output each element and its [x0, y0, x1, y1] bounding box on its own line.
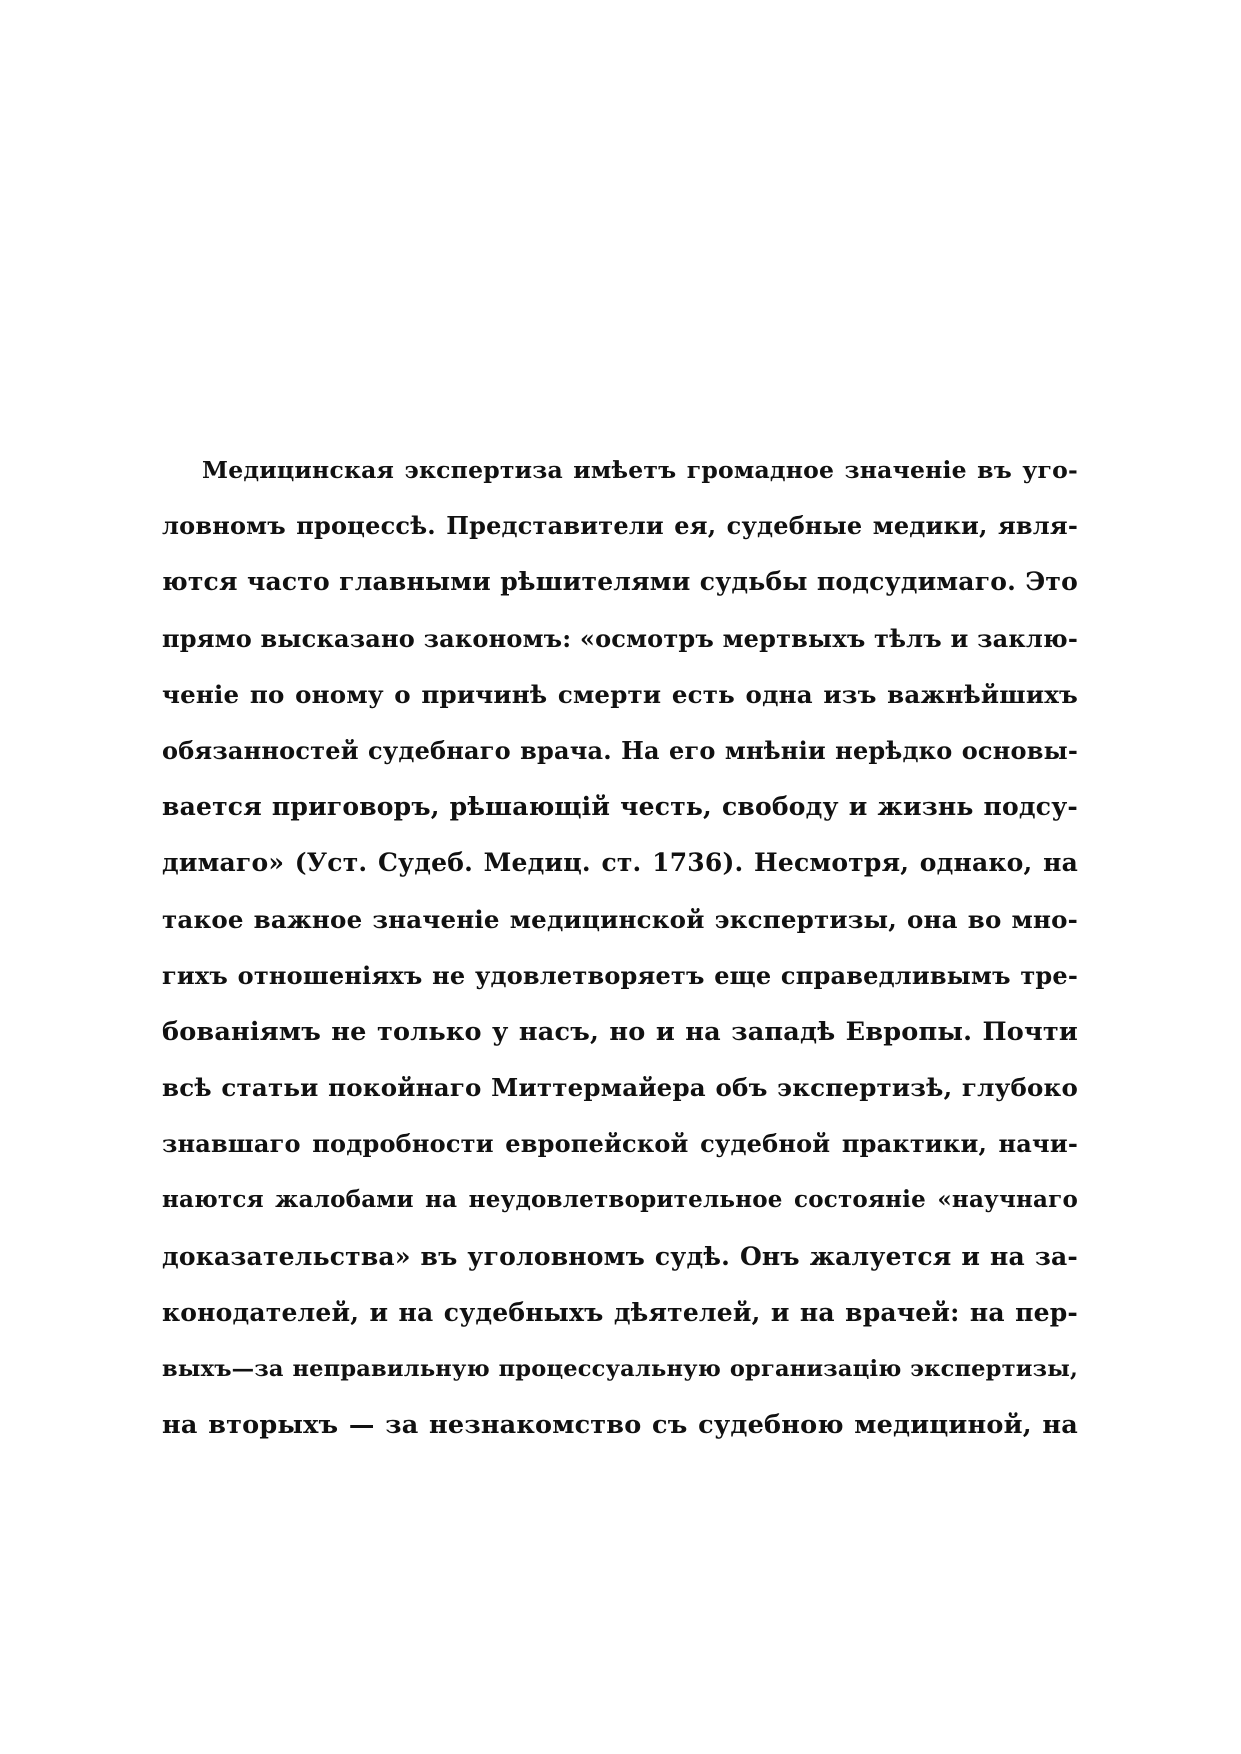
- text-line-14: наются жалобами на неудовлетворительное состояніе «научнаго: [162, 1186, 1078, 1214]
- text-line-13: знавшаго подробности европейской судебной практики, начи-: [162, 1129, 1078, 1159]
- text-line-3: ются часто главными рѣшителями судьбы подсудимаго. Это: [162, 567, 1078, 597]
- body-paragraph: [162, 442, 1078, 1453]
- text-line-6: обязанностей судебнаго врача. На его мнѣніи нерѣдко основы-: [162, 735, 1078, 765]
- text-line-16: конодателей, и на судебныхъ дѣятелей, и на врачей: на пер-: [162, 1297, 1078, 1327]
- text-line-5: ченіе по оному о причинѣ смерти есть одна изъ важнѣйшихъ: [162, 679, 1078, 709]
- text-line-2: ловномъ процессѣ. Представители ея, судебные медики, явля-: [162, 511, 1078, 541]
- text-line-7: вается приговоръ, рѣшающій честь, свободу и жизнь подсу-: [162, 792, 1078, 822]
- text-line-18: на вторыхъ — за незнакомство съ судебною медициной, на: [162, 1410, 1078, 1441]
- text-line-1: Медицинская экспертиза имѣетъ громадное значеніе въ уго-: [202, 456, 1078, 484]
- text-line-11: бованіямъ не только у насъ, но и на западѣ Европы. Почти: [162, 1016, 1078, 1047]
- text-line-15: доказательства» въ уголовномъ судѣ. Онъ жалуется и на за-: [162, 1241, 1078, 1271]
- text-line-9: такое важное значеніе медицинской экспертизы, она во мно-: [162, 904, 1078, 934]
- text-line-12: всѣ статьи покойнаго Миттермайера объ экспертизѣ, глубоко: [162, 1073, 1078, 1103]
- text-line-17: выхъ—за неправильную процессуальную организацію экспертизы,: [162, 1356, 1078, 1382]
- text-line-10: гихъ отношеніяхъ не удовлетворяетъ еще справедливымъ тре-: [162, 960, 1078, 990]
- text-line-4: прямо высказано закономъ: «осмотръ мертвыхъ тѣлъ и заклю-: [162, 623, 1078, 653]
- text-line-8: димаго» (Уст. Судеб. Медиц. ст. 1736). Несмотря, однако, на: [162, 848, 1078, 878]
